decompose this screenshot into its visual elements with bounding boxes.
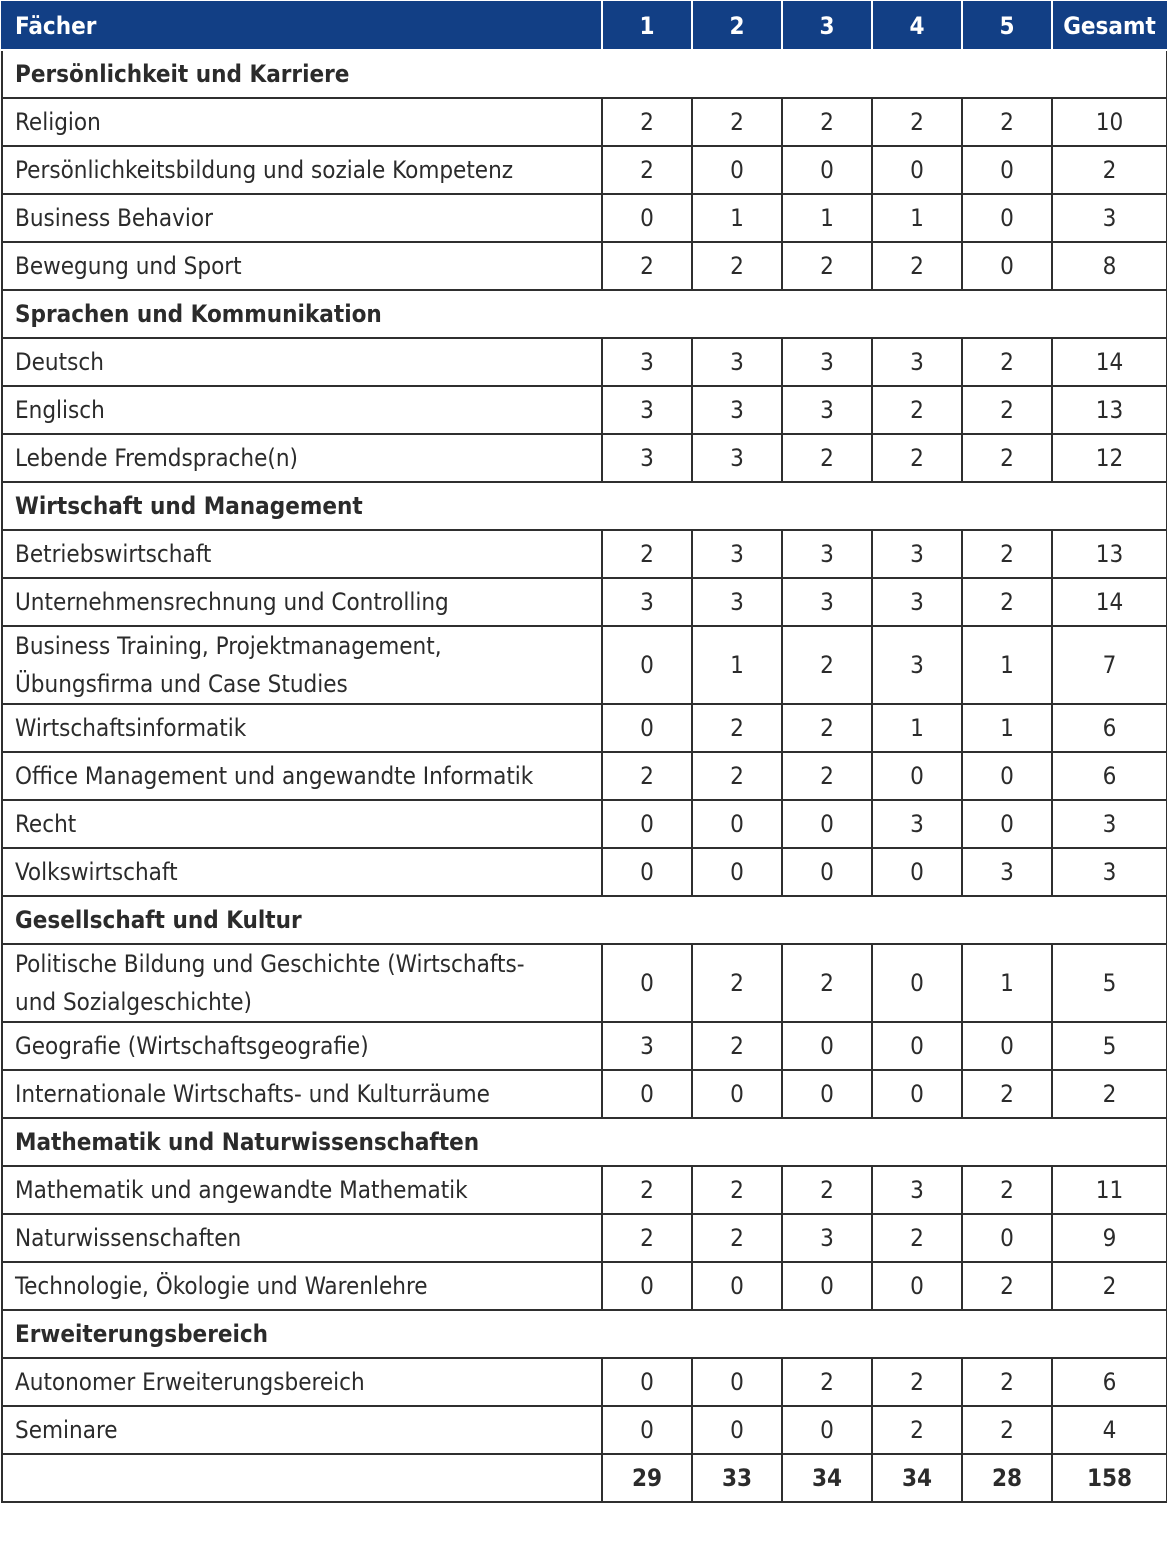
- hours-year-3: 3: [782, 1214, 872, 1262]
- hours-year-1: 2: [602, 1166, 692, 1214]
- hours-year-1: 3: [602, 338, 692, 386]
- header-year-4: 4: [872, 2, 962, 50]
- hours-year-2: 2: [692, 98, 782, 146]
- hours-year-1: 2: [602, 1214, 692, 1262]
- hours-year-3: 2: [782, 1166, 872, 1214]
- hours-year-3: 3: [782, 578, 872, 626]
- hours-year-1: 0: [602, 848, 692, 896]
- hours-year-5: 0: [962, 146, 1052, 194]
- hours-year-3: 2: [782, 242, 872, 290]
- hours-year-4: 2: [872, 386, 962, 434]
- subject-name: Politische Bildung und Geschichte (Wirtschafts- und Sozialgeschichte): [2, 944, 602, 1022]
- hours-year-5: 0: [962, 800, 1052, 848]
- hours-year-1: 2: [602, 242, 692, 290]
- section-title: Persönlichkeit und Karriere: [2, 50, 1167, 98]
- hours-year-2: 3: [692, 434, 782, 482]
- hours-year-2: 3: [692, 386, 782, 434]
- subject-name: Internationale Wirtschafts- und Kulturräume: [2, 1070, 602, 1118]
- hours-year-5: 0: [962, 752, 1052, 800]
- section-row: [2, 896, 1167, 944]
- hours-year-5: 2: [962, 98, 1052, 146]
- hours-total: 6: [1052, 704, 1167, 752]
- table-row: [2, 338, 1167, 386]
- subject-name: Autonomer Erweiterungsbereich: [2, 1358, 602, 1406]
- hours-year-2: 2: [692, 1022, 782, 1070]
- table-row: [2, 800, 1167, 848]
- hours-year-1: 0: [602, 704, 692, 752]
- hours-year-5: 1: [962, 704, 1052, 752]
- hours-year-1: 0: [602, 1262, 692, 1310]
- hours-year-3: 0: [782, 146, 872, 194]
- hours-year-2: 0: [692, 1406, 782, 1454]
- section-title: Mathematik und Naturwissenschaften: [2, 1118, 1167, 1166]
- hours-year-1: 2: [602, 752, 692, 800]
- table-row: [2, 242, 1167, 290]
- total-year-4: 34: [872, 1454, 962, 1502]
- hours-year-3: 0: [782, 848, 872, 896]
- hours-year-1: 0: [602, 194, 692, 242]
- subject-name: Lebende Fremdsprache(n): [2, 434, 602, 482]
- hours-year-4: 3: [872, 800, 962, 848]
- table-row: [2, 1406, 1167, 1454]
- hours-year-2: 2: [692, 1214, 782, 1262]
- table-row: [2, 626, 1167, 704]
- hours-total: 14: [1052, 578, 1167, 626]
- hours-year-2: 3: [692, 578, 782, 626]
- hours-total: 4: [1052, 1406, 1167, 1454]
- curriculum-table: [1, 1, 1167, 1503]
- hours-year-2: 2: [692, 1166, 782, 1214]
- hours-year-3: 0: [782, 1022, 872, 1070]
- hours-year-1: 3: [602, 578, 692, 626]
- hours-year-3: 2: [782, 626, 872, 704]
- subject-name: Betriebswirtschaft: [2, 530, 602, 578]
- hours-year-5: 0: [962, 1214, 1052, 1262]
- hours-year-4: 1: [872, 704, 962, 752]
- hours-year-4: 1: [872, 194, 962, 242]
- hours-year-3: 3: [782, 338, 872, 386]
- table-row: [2, 530, 1167, 578]
- table-row: [2, 194, 1167, 242]
- hours-year-1: 0: [602, 626, 692, 704]
- hours-total: 3: [1052, 194, 1167, 242]
- hours-year-1: 2: [602, 146, 692, 194]
- table-row: [2, 752, 1167, 800]
- hours-year-3: 0: [782, 1406, 872, 1454]
- subject-name: Deutsch: [2, 338, 602, 386]
- table-row: [2, 1358, 1167, 1406]
- subject-name: Recht: [2, 800, 602, 848]
- hours-year-2: 0: [692, 1262, 782, 1310]
- hours-year-5: 2: [962, 338, 1052, 386]
- hours-year-2: 2: [692, 242, 782, 290]
- hours-year-3: 0: [782, 1070, 872, 1118]
- hours-year-1: 2: [602, 530, 692, 578]
- section-row: [2, 482, 1167, 530]
- subject-name: Business Training, Projektmanagement, Übungsfirma und Case Studies: [2, 626, 602, 704]
- hours-year-2: 0: [692, 1358, 782, 1406]
- table-row: [2, 578, 1167, 626]
- total-year-3: 34: [782, 1454, 872, 1502]
- hours-total: 11: [1052, 1166, 1167, 1214]
- subject-name: Volkswirtschaft: [2, 848, 602, 896]
- hours-year-4: 2: [872, 242, 962, 290]
- table-row: [2, 1214, 1167, 1262]
- subject-name: Persönlichkeitsbildung und soziale Kompetenz: [2, 146, 602, 194]
- table-body: [2, 50, 1167, 1454]
- hours-total: 2: [1052, 146, 1167, 194]
- hours-year-2: 3: [692, 338, 782, 386]
- hours-year-4: 2: [872, 1406, 962, 1454]
- subject-name: Seminare: [2, 1406, 602, 1454]
- totals-label-cell: [2, 1454, 602, 1502]
- hours-year-4: 0: [872, 848, 962, 896]
- hours-total: 3: [1052, 848, 1167, 896]
- hours-total: 9: [1052, 1214, 1167, 1262]
- hours-year-5: 2: [962, 434, 1052, 482]
- hours-year-1: 2: [602, 98, 692, 146]
- section-title: Gesellschaft und Kultur: [2, 896, 1167, 944]
- hours-year-3: 1: [782, 194, 872, 242]
- hours-total: 6: [1052, 752, 1167, 800]
- subject-name: Unternehmensrechnung und Controlling: [2, 578, 602, 626]
- hours-year-5: 2: [962, 1070, 1052, 1118]
- hours-year-1: 3: [602, 1022, 692, 1070]
- total-year-5: 28: [962, 1454, 1052, 1502]
- section-row: [2, 1118, 1167, 1166]
- table-row: [2, 1070, 1167, 1118]
- hours-total: 12: [1052, 434, 1167, 482]
- total-overall: 158: [1052, 1454, 1167, 1502]
- header-year-1: 1: [602, 2, 692, 50]
- hours-year-3: 2: [782, 704, 872, 752]
- hours-year-2: 0: [692, 1070, 782, 1118]
- hours-total: 3: [1052, 800, 1167, 848]
- section-title: Wirtschaft und Management: [2, 482, 1167, 530]
- section-row: [2, 1310, 1167, 1358]
- hours-year-4: 3: [872, 578, 962, 626]
- hours-year-2: 2: [692, 752, 782, 800]
- hours-year-3: 2: [782, 944, 872, 1022]
- hours-year-2: 2: [692, 704, 782, 752]
- hours-year-2: 0: [692, 848, 782, 896]
- hours-year-5: 2: [962, 1358, 1052, 1406]
- table-row: [2, 98, 1167, 146]
- hours-year-4: 0: [872, 146, 962, 194]
- subject-name: Business Behavior: [2, 194, 602, 242]
- hours-year-3: 3: [782, 530, 872, 578]
- hours-year-1: 0: [602, 800, 692, 848]
- hours-year-3: 3: [782, 386, 872, 434]
- hours-year-3: 0: [782, 1262, 872, 1310]
- hours-year-3: 2: [782, 434, 872, 482]
- subject-name: Bewegung und Sport: [2, 242, 602, 290]
- hours-year-4: 3: [872, 338, 962, 386]
- hours-year-5: 2: [962, 1262, 1052, 1310]
- total-year-2: 33: [692, 1454, 782, 1502]
- hours-year-1: 0: [602, 1358, 692, 1406]
- subject-name: Wirtschaftsinformatik: [2, 704, 602, 752]
- subject-name: Mathematik und angewandte Mathematik: [2, 1166, 602, 1214]
- hours-year-4: 3: [872, 530, 962, 578]
- table-row: [2, 704, 1167, 752]
- table-row: [2, 944, 1167, 1022]
- hours-year-3: 2: [782, 98, 872, 146]
- hours-year-2: 0: [692, 800, 782, 848]
- hours-year-1: 3: [602, 434, 692, 482]
- hours-year-4: 3: [872, 626, 962, 704]
- hours-total: 6: [1052, 1358, 1167, 1406]
- header-row: [2, 2, 1167, 50]
- hours-year-5: 3: [962, 848, 1052, 896]
- table-row: [2, 1022, 1167, 1070]
- hours-year-5: 2: [962, 1166, 1052, 1214]
- hours-year-5: 0: [962, 194, 1052, 242]
- total-year-1: 29: [602, 1454, 692, 1502]
- hours-year-5: 2: [962, 1406, 1052, 1454]
- hours-year-2: 0: [692, 146, 782, 194]
- hours-year-1: 0: [602, 944, 692, 1022]
- hours-year-1: 0: [602, 1406, 692, 1454]
- hours-year-3: 2: [782, 752, 872, 800]
- section-title: Erweiterungsbereich: [2, 1310, 1167, 1358]
- hours-year-4: 2: [872, 1358, 962, 1406]
- hours-year-5: 0: [962, 1022, 1052, 1070]
- hours-year-5: 2: [962, 386, 1052, 434]
- hours-year-1: 0: [602, 1070, 692, 1118]
- hours-year-2: 1: [692, 626, 782, 704]
- hours-total: 2: [1052, 1070, 1167, 1118]
- hours-total: 13: [1052, 530, 1167, 578]
- hours-year-5: 1: [962, 944, 1052, 1022]
- hours-year-4: 2: [872, 434, 962, 482]
- hours-year-2: 3: [692, 530, 782, 578]
- header-year-5: 5: [962, 2, 1052, 50]
- subject-name: Technologie, Ökologie und Warenlehre: [2, 1262, 602, 1310]
- table-row: [2, 848, 1167, 896]
- hours-year-5: 2: [962, 578, 1052, 626]
- table-row: [2, 146, 1167, 194]
- hours-year-4: 2: [872, 1214, 962, 1262]
- hours-year-2: 1: [692, 194, 782, 242]
- hours-total: 10: [1052, 98, 1167, 146]
- hours-total: 8: [1052, 242, 1167, 290]
- table-row: [2, 1262, 1167, 1310]
- header-year-2: 2: [692, 2, 782, 50]
- hours-total: 5: [1052, 944, 1167, 1022]
- totals-row: [2, 1454, 1167, 1502]
- hours-year-4: 0: [872, 1262, 962, 1310]
- subject-name: Religion: [2, 98, 602, 146]
- hours-year-4: 0: [872, 1070, 962, 1118]
- section-row: [2, 290, 1167, 338]
- hours-year-3: 2: [782, 1358, 872, 1406]
- hours-year-5: 2: [962, 530, 1052, 578]
- hours-year-5: 1: [962, 626, 1052, 704]
- hours-year-4: 0: [872, 1022, 962, 1070]
- hours-total: 13: [1052, 386, 1167, 434]
- hours-total: 7: [1052, 626, 1167, 704]
- hours-year-2: 2: [692, 944, 782, 1022]
- hours-year-4: 2: [872, 98, 962, 146]
- section-title: Sprachen und Kommunikation: [2, 290, 1167, 338]
- header-year-3: 3: [782, 2, 872, 50]
- hours-year-4: 0: [872, 752, 962, 800]
- table-row: [2, 434, 1167, 482]
- hours-year-4: 3: [872, 1166, 962, 1214]
- header-total: Gesamt: [1052, 2, 1167, 50]
- subject-name: Office Management und angewandte Informatik: [2, 752, 602, 800]
- table-row: [2, 1166, 1167, 1214]
- subject-name: Geografie (Wirtschaftsgeografie): [2, 1022, 602, 1070]
- hours-total: 14: [1052, 338, 1167, 386]
- hours-total: 5: [1052, 1022, 1167, 1070]
- subject-name: Englisch: [2, 386, 602, 434]
- hours-year-1: 3: [602, 386, 692, 434]
- header-subject: Fächer: [2, 2, 602, 50]
- hours-total: 2: [1052, 1262, 1167, 1310]
- section-row: [2, 50, 1167, 98]
- subject-name: Naturwissenschaften: [2, 1214, 602, 1262]
- hours-year-4: 0: [872, 944, 962, 1022]
- hours-year-5: 0: [962, 242, 1052, 290]
- hours-year-3: 0: [782, 800, 872, 848]
- table-row: [2, 386, 1167, 434]
